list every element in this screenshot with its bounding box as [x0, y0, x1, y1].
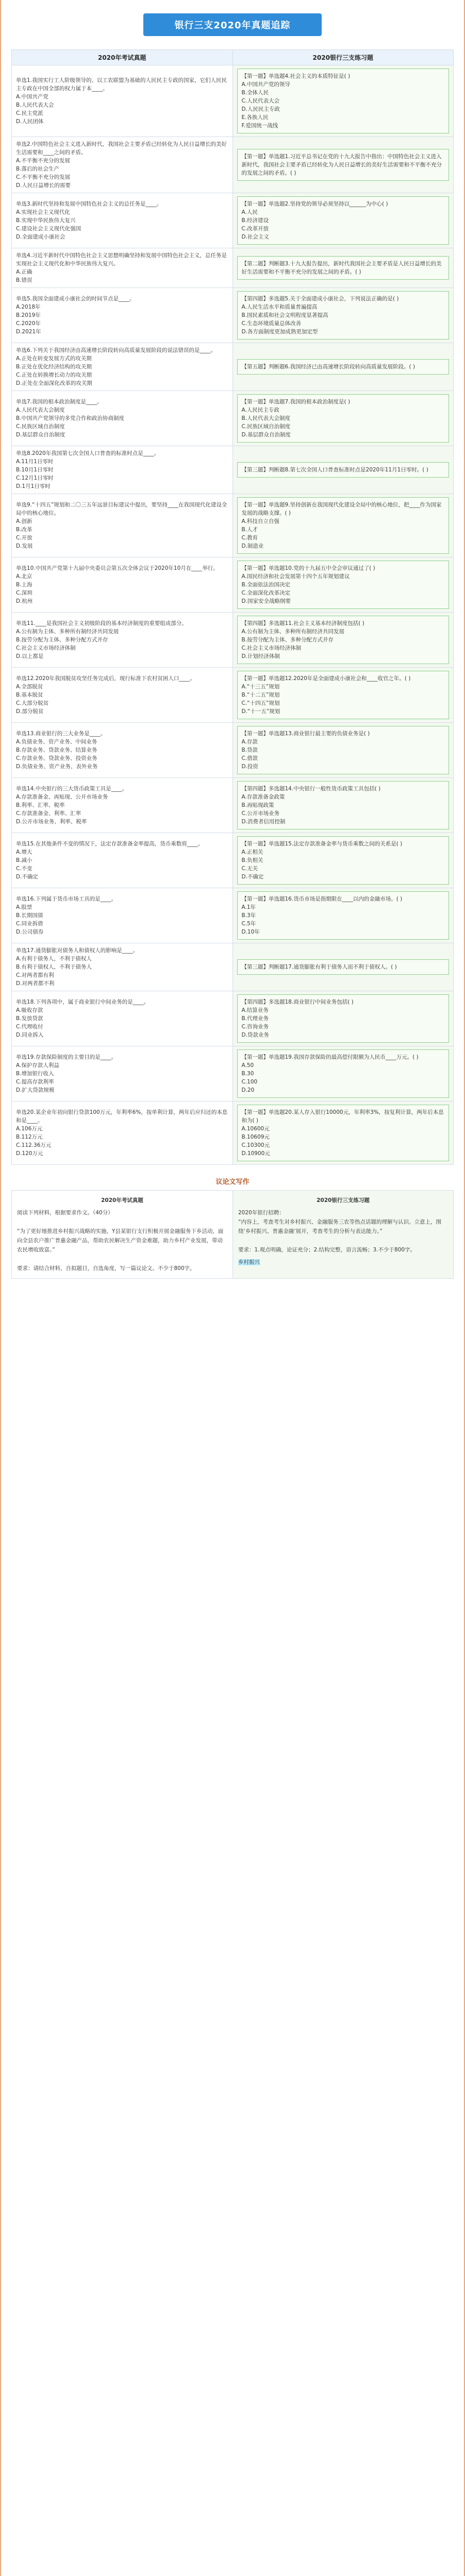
- practice-question-cell: [232, 613, 454, 668]
- exam-question-line: B.上海: [16, 582, 32, 588]
- practice-question-line: A.正相关: [241, 849, 263, 855]
- practice-question-line: A.存款准备金政策: [241, 794, 285, 800]
- exam-question-line: A.正处在转变发展方式的攻关期: [16, 355, 92, 362]
- exam-question-cell: [12, 778, 233, 833]
- exam-question-line: B.存款业务、贷款业务、结算业务: [16, 747, 97, 753]
- practice-question-line: B.代理业务: [241, 1015, 269, 1022]
- exam-question-cell: [12, 723, 233, 778]
- practice-question-box: [237, 359, 450, 375]
- exam-question-line: 单选8.2020年我国第七次全国人口普查的标准时点是____。: [16, 450, 160, 456]
- exam-question-line: D.人民日益增长的需要: [16, 182, 71, 189]
- practice-question-line: D.贷款业务: [241, 1032, 269, 1038]
- table-row: [12, 778, 454, 833]
- exam-question-line: 单选15.在其他条件不变的情况下，法定存款准备金率提高，货币乘数将____。: [16, 841, 204, 847]
- table-row: [12, 888, 454, 943]
- practice-question-line: B.人才: [241, 527, 258, 533]
- table-row: [12, 446, 454, 494]
- exam-question-line: D.120万元: [16, 1150, 43, 1157]
- practice-question-cell: [232, 723, 454, 778]
- practice-question-line: C.公开市场业务: [241, 810, 280, 817]
- practice-question-line: 【第一题】单选题9.坚持创新在我国现代化建设全局中的核心地位，把____作为国家发展的战略支撑。( ): [241, 502, 442, 516]
- exam-question-line: B.有利于债权人，不利于债务人: [16, 964, 92, 970]
- exam-question-line: 单选4.习近平新时代中国特色社会主义思想明确坚持和发展中国特色社会主义，总任务是实现社会主义现代化和中华民族伟大复兴。: [16, 252, 227, 267]
- exam-question-line: C.112.36万元: [16, 1142, 52, 1148]
- practice-question-box: [237, 891, 450, 940]
- practice-question-line: C.5年: [241, 921, 256, 927]
- practice-question-line: D.消费者信用控制: [241, 819, 286, 825]
- practice-question-line: C.10300元: [241, 1142, 270, 1148]
- table-row: [12, 288, 454, 343]
- exam-question-line: C.大部分脱贫: [16, 700, 49, 706]
- exam-question-line: A.全部脱贫: [16, 684, 43, 690]
- exam-question-line: 单选6.下列关于我国经济由高速增长阶段转向高质量发展阶段的说法错误的是____。: [16, 347, 217, 353]
- practice-question-line: 【第一题】单选题7.我国的根本政治制度是( ): [241, 399, 351, 405]
- table-row: [12, 391, 454, 446]
- practice-question-line: 【第一题】单选题12.2020年是全面建成小康社会和____收官之年。( ): [241, 675, 411, 682]
- practice-question-box: [237, 781, 450, 829]
- practice-question-line: C.生态环境质量总体改善: [241, 320, 302, 327]
- practice-question-line: C.人民代表大会: [241, 98, 280, 104]
- exam-question-line: B.错误: [16, 277, 32, 283]
- exam-question-line: B.10月1日零时: [16, 467, 54, 473]
- practice-question-box: [237, 462, 450, 478]
- exam-question-line: 单选5.我国全面建成小康社会的时间节点是____。: [16, 296, 135, 302]
- practice-question-line: 【第四题】多选题18.商业银行中间业务包括( ): [241, 999, 354, 1005]
- practice-question-line: C.民族区域自治制度: [241, 423, 291, 430]
- exam-question-line: C.深圳: [16, 590, 32, 596]
- practice-question-cell: [232, 494, 454, 557]
- exam-question-line: A.创新: [16, 518, 32, 524]
- exam-question-line: 单选16.下列属于货币市场工具的是____。: [16, 896, 117, 902]
- table-row: [12, 668, 454, 723]
- practice-question-box: [237, 291, 450, 340]
- exam-question-line: D.杭州: [16, 598, 33, 604]
- practice-question-line: A.人民民主专政: [241, 407, 279, 413]
- practice-question-cell: [232, 391, 454, 446]
- exam-question-line: D.人民团体: [16, 118, 44, 125]
- exam-question-cell: [12, 613, 233, 668]
- exam-question-line: 单选3.新时代坚持和发展中国特色社会主义的总任务是____。: [16, 201, 162, 207]
- table-row: [12, 1046, 454, 1101]
- table-row: [12, 193, 454, 248]
- exam-question-line: B.中国共产党领导的多党合作和政治协商制度: [16, 415, 125, 421]
- practice-question-box: [237, 1105, 450, 1161]
- table-row: [12, 137, 454, 193]
- column-header-practice: 2020银行三支练习题: [232, 50, 454, 65]
- essay-practice-column: [232, 1191, 453, 1278]
- exam-question-line: D.对两者都不利: [16, 980, 55, 987]
- practice-question-line: D.“十一五”规划: [241, 708, 280, 715]
- exam-question-cell: [12, 288, 233, 343]
- practice-question-cell: [232, 833, 454, 888]
- practice-question-line: B.人民代表大会制度: [241, 415, 291, 421]
- practice-question-cell: [232, 248, 454, 288]
- exam-question-line: A.有利于债务人，不利于债权人: [16, 956, 92, 962]
- practice-question-line: A.“十三五”规划: [241, 684, 280, 690]
- exam-question-line: C.正处在转换增长动力的攻关期: [16, 372, 92, 378]
- practice-question-box: [237, 726, 450, 774]
- practice-question-line: 【第二题】判断题3.十九大报告提出，新时代我国社会主要矛盾是人民日益增长的美好生活需要和不平衡不充分的发展之间的矛盾。( ): [241, 261, 442, 275]
- exam-question-line: A.公有制为主体、多种所有制经济共同发展: [16, 629, 119, 635]
- practice-question-line: A.人民: [241, 209, 258, 215]
- practice-question-line: D.社会主义: [241, 234, 269, 240]
- practice-question-line: A.结算业务: [241, 1007, 269, 1013]
- table-row: [12, 723, 454, 778]
- practice-question-cell: [232, 137, 454, 193]
- practice-question-line: B.按劳分配为主体、多种分配方式并存: [241, 637, 334, 643]
- essay-practice-text: 2020年银行招聘： “内容上，考查考生对乡村振兴、金融服务三农等热点话题的理解与认识。立意上，围绕‘乡村振兴、普惠金融’展开，考查考生的分析与表达能力。” 要求：1.观点明确，论证充分；2.结构完整，语言流畅；3.不少于800字。: [238, 1210, 441, 1253]
- practice-question-line: 【第一题】单选题10.党的十九届五中全会审议通过了( ): [241, 565, 375, 571]
- exam-question-line: C.代理收付: [16, 1024, 43, 1030]
- exam-question-line: 单选9.“十四五”规划和二〇三五年远景目标建议中提出，要坚持____在我国现代化建设全局中的核心地位。: [16, 502, 227, 516]
- exam-question-line: A.吸收存款: [16, 1007, 43, 1013]
- exam-question-line: D.扩大贷款规模: [16, 1087, 55, 1093]
- exam-question-line: B.减小: [16, 857, 32, 863]
- practice-question-line: 【第一题】单选题15.法定存款准备金率与货币乘数之间的关系是( ): [241, 841, 403, 847]
- exam-question-line: C.民族区域自治制度: [16, 423, 65, 430]
- practice-question-box: [237, 616, 450, 664]
- exam-question-line: A.实现社会主义现代化: [16, 209, 70, 215]
- practice-question-cell: [232, 668, 454, 723]
- exam-question-line: C.提高存款利率: [16, 1079, 54, 1085]
- comparison-table: [11, 49, 454, 1165]
- practice-question-line: D.投资: [241, 764, 258, 770]
- essay-section-title: 议论文写作: [215, 1178, 250, 1186]
- practice-question-cell: [232, 778, 454, 833]
- practice-question-line: 【第一题】单选题20.某人存入银行10000元，年利率3%，按复利计算，两年后本息和为( ): [241, 1109, 444, 1124]
- exam-question-line: A.11月1日零时: [16, 459, 54, 465]
- exam-question-line: C.开放: [16, 535, 32, 541]
- essay-exam-column: [12, 1191, 232, 1278]
- practice-question-box: [237, 196, 450, 245]
- exam-question-line: D.基层群众自治制度: [16, 432, 65, 438]
- table-row: [12, 65, 454, 137]
- practice-question-line: B.全体人民: [241, 90, 269, 96]
- table-row: [12, 1101, 454, 1165]
- exam-question-line: D.1月1日零时: [16, 483, 51, 489]
- practice-question-line: 【第四题】多选题14.中央银行一般性货币政策工具包括( ): [241, 786, 381, 792]
- practice-question-cell: [232, 193, 454, 248]
- exam-question-line: C.2020年: [16, 320, 41, 327]
- exam-question-line: A.保护存款人利益: [16, 1062, 59, 1069]
- exam-question-cell: [12, 668, 233, 723]
- exam-question-line: C.民主党派: [16, 110, 43, 116]
- exam-question-line: A.负债业务、资产业务、中间业务: [16, 739, 97, 745]
- exam-question-line: 单选11.____是我国社会主义初级阶段的基本经济制度的重要组成部分。: [16, 620, 187, 626]
- essay-highlight-keyword: 乡村振兴: [238, 1259, 260, 1265]
- practice-question-box: [237, 149, 450, 181]
- practice-question-line: D.计划经济体制: [241, 653, 280, 659]
- practice-question-line: B.经济建设: [241, 217, 269, 224]
- practice-question-line: 【第一题】单选题1.习近平总书记在党的十九大报告中指出：中国特色社会主义进入新时代，我国社会主要矛盾已经转化为人民日益增长的美好生活需要和不平衡不充分的发展之间的矛盾。( ): [241, 154, 442, 176]
- table-row: [12, 494, 454, 557]
- header-banner: [1, 0, 464, 49]
- practice-question-cell: [232, 1046, 454, 1101]
- practice-question-line: 【第一题】单选题13.商业银行最主要的负债业务是( ): [241, 731, 370, 737]
- exam-question-line: A.人民代表大会制度: [16, 407, 65, 413]
- exam-question-line: B.落后的社会生产: [16, 166, 60, 172]
- practice-question-line: 【第一题】单选题19.我国存款保险的最高偿付限额为人民币____万元。( ): [241, 1054, 419, 1060]
- exam-question-cell: [12, 494, 233, 557]
- practice-question-line: D.各方面制度更加成熟更加定型: [241, 329, 318, 335]
- exam-question-line: 单选14.中央银行的三大货币政策工具是____。: [16, 786, 128, 792]
- exam-question-cell: [12, 193, 233, 248]
- practice-question-line: A.人民生活水平和质量普遍提高: [241, 304, 318, 310]
- exam-question-line: A.106万元: [16, 1126, 43, 1132]
- exam-question-cell: [12, 888, 233, 943]
- table-row: [12, 613, 454, 668]
- practice-question-line: A.公有制为主体、多种所有制经济共同发展: [241, 629, 344, 635]
- exam-question-line: 单选19.存款保险制度的主要目的是____。: [16, 1054, 117, 1060]
- practice-question-cell: [232, 888, 454, 943]
- practice-question-line: B.贷款: [241, 747, 258, 753]
- exam-question-line: 单选2.中国特色社会主义进入新时代，我国社会主要矛盾已经转化为人民日益增长的美好生活需要和____之间的矛盾。: [16, 141, 227, 156]
- practice-question-box: [237, 256, 450, 280]
- exam-question-line: C.同业拆借: [16, 921, 43, 927]
- exam-question-line: A.存款准备金、再贴现、公开市场业务: [16, 794, 108, 800]
- exam-question-cell: [12, 446, 233, 494]
- practice-question-line: D.制造业: [241, 543, 264, 549]
- exam-question-line: C.建设社会主义现代化强国: [16, 226, 81, 232]
- exam-question-cell: [12, 248, 233, 288]
- table-row: [12, 248, 454, 288]
- practice-question-line: C.改革开放: [241, 226, 269, 232]
- exam-question-cell: [12, 391, 233, 446]
- exam-question-cell: [12, 833, 233, 888]
- practice-question-line: B.“十二五”规划: [241, 692, 280, 698]
- exam-question-line: 单选17.通货膨胀对债务人和债权人的影响是____。: [16, 947, 139, 954]
- exam-question-line: B.长期国债: [16, 912, 43, 919]
- practice-question-line: E.各族人民: [241, 114, 269, 121]
- practice-question-line: A.中国共产党的领导: [241, 81, 290, 88]
- exam-question-line: C.不变: [16, 866, 32, 872]
- exam-question-line: B.2019年: [16, 312, 41, 318]
- practice-question-line: C.全面深化改革决定: [241, 590, 291, 596]
- practice-question-line: 【第三题】判断题8.第七次全国人口普查标准时点是2020年11月1日零时。( ): [241, 467, 428, 473]
- exam-question-line: D.2021年: [16, 329, 41, 335]
- exam-question-line: B.增加银行收入: [16, 1071, 54, 1077]
- exam-question-cell: [12, 991, 233, 1046]
- exam-question-line: D.公司债券: [16, 929, 44, 935]
- practice-question-line: C.借款: [241, 755, 258, 761]
- essay-practice-header: 2020银行三支练习题: [317, 1197, 370, 1204]
- practice-question-line: 【第一题】单选题4.社会主义的本质特征是( ): [241, 73, 351, 79]
- practice-question-line: B.再贴现政策: [241, 802, 274, 808]
- practice-question-line: D.20: [241, 1087, 255, 1093]
- practice-question-box: [237, 69, 450, 133]
- practice-question-line: A.1年: [241, 904, 256, 910]
- practice-question-line: A.10600元: [241, 1126, 270, 1132]
- practice-question-line: C.教育: [241, 535, 258, 541]
- practice-question-line: D.基层群众自治制度: [241, 432, 291, 438]
- practice-question-cell: [232, 65, 454, 137]
- practice-question-line: 【第四题】多选题11.社会主义基本经济制度包括( ): [241, 620, 364, 626]
- exam-question-line: C.社会主义市场经济体制: [16, 645, 76, 651]
- practice-question-line: C.100: [241, 1079, 258, 1085]
- exam-question-line: C.存款准备金、利率、汇率: [16, 810, 81, 817]
- practice-question-box: [237, 394, 450, 443]
- practice-question-box: [237, 959, 450, 975]
- practice-question-box: [237, 561, 450, 609]
- exam-question-cell: [12, 65, 233, 137]
- exam-question-line: C.存款业务、贷款业务、投资业务: [16, 755, 97, 761]
- exam-question-line: D.公开市场业务、利率、税率: [16, 819, 87, 825]
- practice-question-cell: [232, 557, 454, 613]
- exam-question-line: B.基本脱贫: [16, 692, 43, 698]
- table-row: [12, 943, 454, 991]
- practice-question-line: B.30: [241, 1071, 254, 1077]
- essay-exam-header: 2020年考试真题: [101, 1197, 143, 1204]
- exam-question-line: C.12月1日零时: [16, 475, 54, 481]
- essay-panel: [11, 1190, 454, 1279]
- exam-question-line: D.部分脱贫: [16, 708, 44, 715]
- exam-question-line: C.不平衡不充分的发展: [16, 174, 71, 180]
- practice-question-line: D.10年: [241, 929, 260, 935]
- exam-question-cell: [12, 1046, 233, 1101]
- exam-question-line: D.正处在全面深化改革的攻关期: [16, 380, 92, 386]
- practice-question-cell: [232, 446, 454, 494]
- practice-question-line: 【第一题】单选题16.货币市场是指期限在____以内的金融市场。( ): [241, 896, 403, 902]
- exam-question-line: A.中国共产党: [16, 94, 48, 100]
- page-title: 银行三支2020年真题追踪: [143, 13, 321, 36]
- practice-question-line: C.“十四五”规划: [241, 700, 280, 706]
- practice-question-line: 【第三题】判断题17.通货膨胀有利于债务人而不利于债权人。( ): [241, 964, 397, 970]
- exam-question-line: A.股票: [16, 904, 32, 910]
- exam-question-line: D.以上都是: [16, 653, 44, 659]
- practice-question-cell: [232, 1101, 454, 1165]
- exam-question-line: B.正处在优化经济结构的攻关期: [16, 364, 92, 370]
- practice-question-line: B.国民素质和社会文明程度显著提高: [241, 312, 328, 318]
- exam-question-line: D.同业拆入: [16, 1032, 44, 1038]
- practice-question-cell: [232, 991, 454, 1046]
- table-row: [12, 833, 454, 888]
- practice-question-line: C.社会主义市场经济体制: [241, 645, 302, 651]
- exam-question-line: 单选10.中国共产党第十九届中央委员会第五次全体会议于2020年10月在____举行。: [16, 565, 219, 571]
- exam-question-cell: [12, 943, 233, 991]
- exam-question-line: A.2018年: [16, 304, 41, 310]
- practice-question-box: [237, 1049, 450, 1098]
- practice-question-line: B.负相关: [241, 857, 263, 863]
- practice-question-box: [237, 994, 450, 1043]
- essay-exam-text: 阅读下列材料，根据要求作文。（40分） “为了更好地推进乡村振兴战略的实施，Y县某银行支行积极开展金融服务下乡活动，面向全县农户推广普惠金融产品，帮助农民解决生产资金难题，助力乡村产业发展，带动农民增收致富。” 要求：请结合材料，自拟题目，自选角度，写一篇议论文。不少于800字。: [17, 1210, 224, 1272]
- exam-question-line: 单选1.我国实行工人阶级领导的、以工农联盟为基础的人民民主专政的国家，它们人民民主专政在中国全部的权力属于本____。: [16, 77, 227, 92]
- practice-question-line: A.国民经济和社会发展第十四个五年规划建议: [241, 573, 350, 580]
- exam-question-line: B.实现中华民族伟大复兴: [16, 217, 76, 224]
- column-header-exam: 2020年考试真题: [12, 50, 233, 65]
- practice-question-line: B.全面依法治国决定: [241, 582, 291, 588]
- exam-question-line: 单选18.下列各项中，属于商业银行中间业务的是____。: [16, 999, 150, 1005]
- practice-question-cell: [232, 288, 454, 343]
- exam-question-line: 单选20.某企业年初向银行贷款100万元，年利率6%，按单利计算，两年后应归还的本息和是____。: [16, 1109, 228, 1124]
- exam-question-line: 单选7.我国的根本政治制度是____。: [16, 399, 103, 405]
- exam-question-line: D.不确定: [16, 874, 38, 880]
- exam-question-cell: [12, 343, 233, 391]
- practice-question-line: D.不确定: [241, 874, 264, 880]
- practice-question-line: F.爱国统一战线: [241, 123, 278, 129]
- practice-question-box: [237, 497, 450, 554]
- exam-question-line: A.增大: [16, 849, 32, 855]
- table-row: [12, 557, 454, 613]
- practice-question-line: D.人民民主专政: [241, 106, 280, 112]
- exam-question-line: B.按劳分配为主体、多种分配方式并存: [16, 637, 108, 643]
- exam-question-line: B.人民代表大会: [16, 102, 54, 108]
- practice-question-line: D.国家安全战略纲要: [241, 598, 291, 604]
- practice-question-line: A.科技自立自强: [241, 518, 279, 524]
- exam-question-cell: [12, 1101, 233, 1165]
- exam-question-cell: [12, 137, 233, 193]
- table-row: [12, 991, 454, 1046]
- table-row: [12, 343, 454, 391]
- practice-question-line: B.3年: [241, 912, 256, 919]
- practice-question-line: A.存款: [241, 739, 258, 745]
- exam-question-line: A.不平衡不充分的发展: [16, 158, 70, 164]
- practice-question-line: D.10900元: [241, 1150, 270, 1157]
- exam-question-line: B.改革: [16, 527, 32, 533]
- exam-question-line: B.112万元: [16, 1134, 43, 1140]
- exam-question-line: B.发放贷款: [16, 1015, 43, 1022]
- practice-question-cell: [232, 343, 454, 391]
- practice-question-line: C.无关: [241, 866, 258, 872]
- exam-question-line: C.对两者都有利: [16, 972, 54, 978]
- practice-question-line: 【第一题】单选题2.坚持党的领导必须坚持以______为中心( ): [241, 201, 388, 207]
- practice-question-line: C.咨询业务: [241, 1024, 269, 1030]
- practice-question-line: 【第四题】多选题5.关于全面建成小康社会，下列说法正确的是( ): [241, 296, 399, 302]
- practice-question-line: B.10609元: [241, 1134, 270, 1140]
- exam-question-line: D.全面建成小康社会: [16, 234, 65, 240]
- practice-question-line: A.50: [241, 1062, 254, 1069]
- exam-question-line: 单选12.2020年我国脱贫攻坚任务完成后，现行标准下农村贫困人口____。: [16, 675, 195, 682]
- practice-question-cell: [232, 943, 454, 991]
- exam-question-cell: [12, 557, 233, 613]
- exam-question-line: A.正确: [16, 269, 32, 275]
- exam-question-line: 单选13.商业银行的三大业务是____。: [16, 731, 106, 737]
- exam-question-line: A.北京: [16, 573, 32, 580]
- exam-question-line: B.利率、汇率、税率: [16, 802, 65, 808]
- practice-question-line: 【第五题】判断题6.我国经济已由高速增长阶段转向高质量发展阶段。( ): [241, 364, 416, 370]
- exam-question-line: D.发展: [16, 543, 33, 549]
- practice-question-box: [237, 836, 450, 885]
- exam-question-line: D.负债业务、资产业务、表外业务: [16, 764, 98, 770]
- practice-question-box: [237, 671, 450, 719]
